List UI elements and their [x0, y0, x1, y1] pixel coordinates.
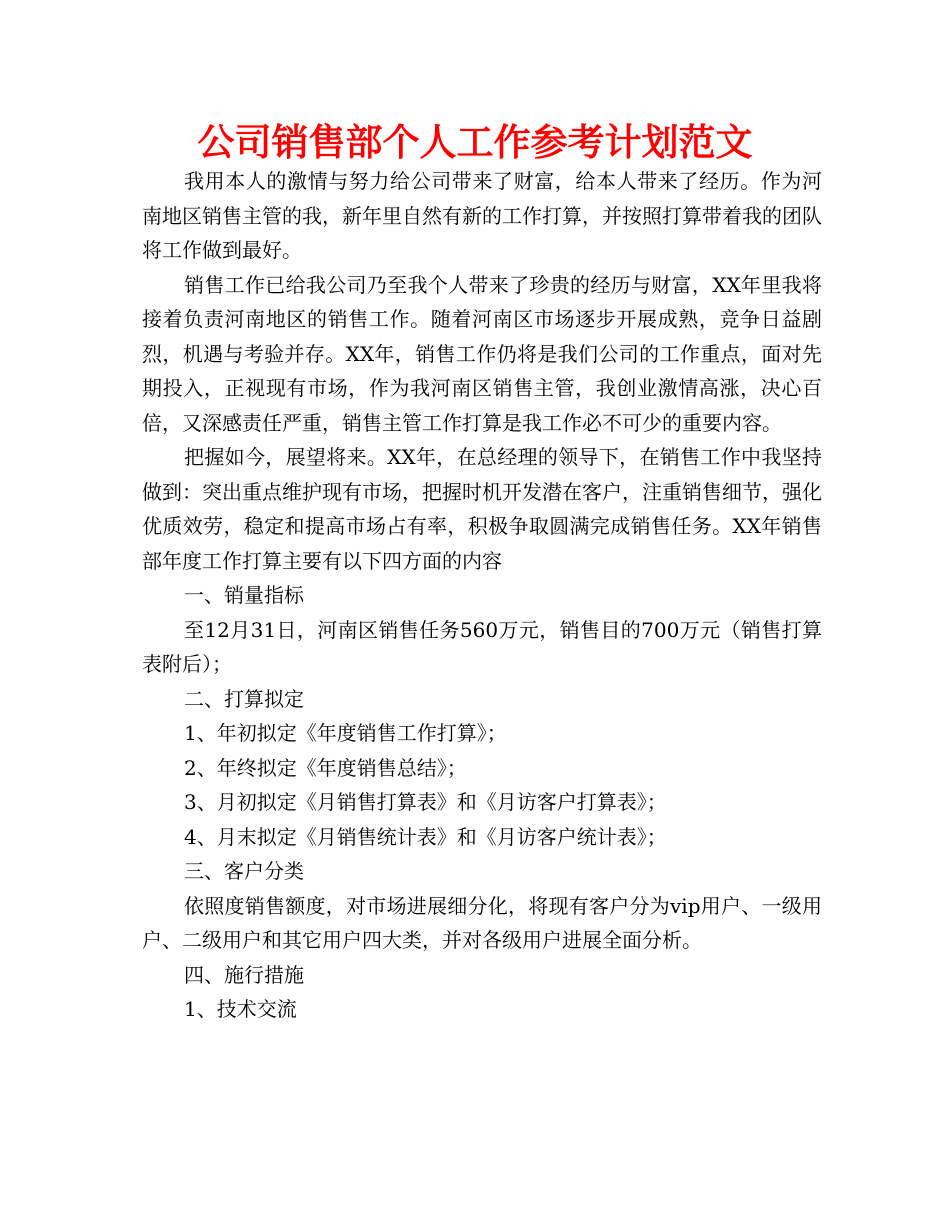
list-item-plan-1: 1、年初拟定《年度销售工作打算》；: [184, 721, 507, 745]
paragraph-sales-target: 至12月31日，河南区销售任务560万元，销售目的700万元（销售打算表附后）；: [142, 617, 822, 676]
list-item-plan-3: 3、月初拟定《月销售打算表》和《月访客户打算表》；: [184, 790, 667, 814]
paragraph-outlook: 把握如今，展望将来。XX年，在总经理的领导下，在销售工作中我坚持做到：突出重点维护现有市场，把握时机开发潜在客户，注重销售细节，强化优质效劳，稳定和提高市场占有率，积极争取圆满完成销售任务。XX年销售部年度工作打算主要有以下四方面的内容: [142, 445, 822, 573]
list-item-plan-4: 4、月末拟定《月销售统计表》和《月访客户统计表》；: [184, 824, 667, 849]
document-title: 公司销售部个人工作参考计划范文: [197, 121, 753, 164]
paragraph-sales-work: 销售工作已给我公司乃至我个人带来了珍贵的经历与财富，XX年里我将接着负责河南地区的销售工作。随着河南区市场逐步开展成熟，竞争日益剧烈，机遇与考验并存。XX年，销售工作仍将是我们公司的工作重点，面对先期投入，正视现有市场，作为我河南区销售主管，我创业激情高涨，决心百倍，又深感责任严重，销售主管工作打算是我工作必不可少的重要内容。: [142, 272, 822, 435]
section-heading-customer-classification: 三、客户分类: [184, 859, 304, 883]
section-heading-planning: 二、打算拟定: [184, 686, 304, 711]
section-heading-measures: 四、施行措施: [184, 962, 304, 987]
paragraph-intro: 我用本人的激情与努力给公司带来了财富，给本人带来了经历。作为河南地区销售主管的我，新年里自然有新的工作打算，并按照打算带着我的团队将工作做到最好。: [142, 169, 822, 262]
list-item-plan-2: 2、年终拟定《年度销售总结》；: [184, 755, 467, 780]
paragraph-customer-classification: 依照度销售额度，对市场进展细分化，将现有客户分为vip用户、一级用户、二级用户和其它用户四大类，并对各级用户进展全面分析。: [142, 893, 822, 952]
section-heading-sales-target: 一、销量指标: [184, 583, 304, 607]
list-item-measure-1: 1、技术交流: [184, 997, 297, 1021]
document-body: [142, 164, 822, 1027]
